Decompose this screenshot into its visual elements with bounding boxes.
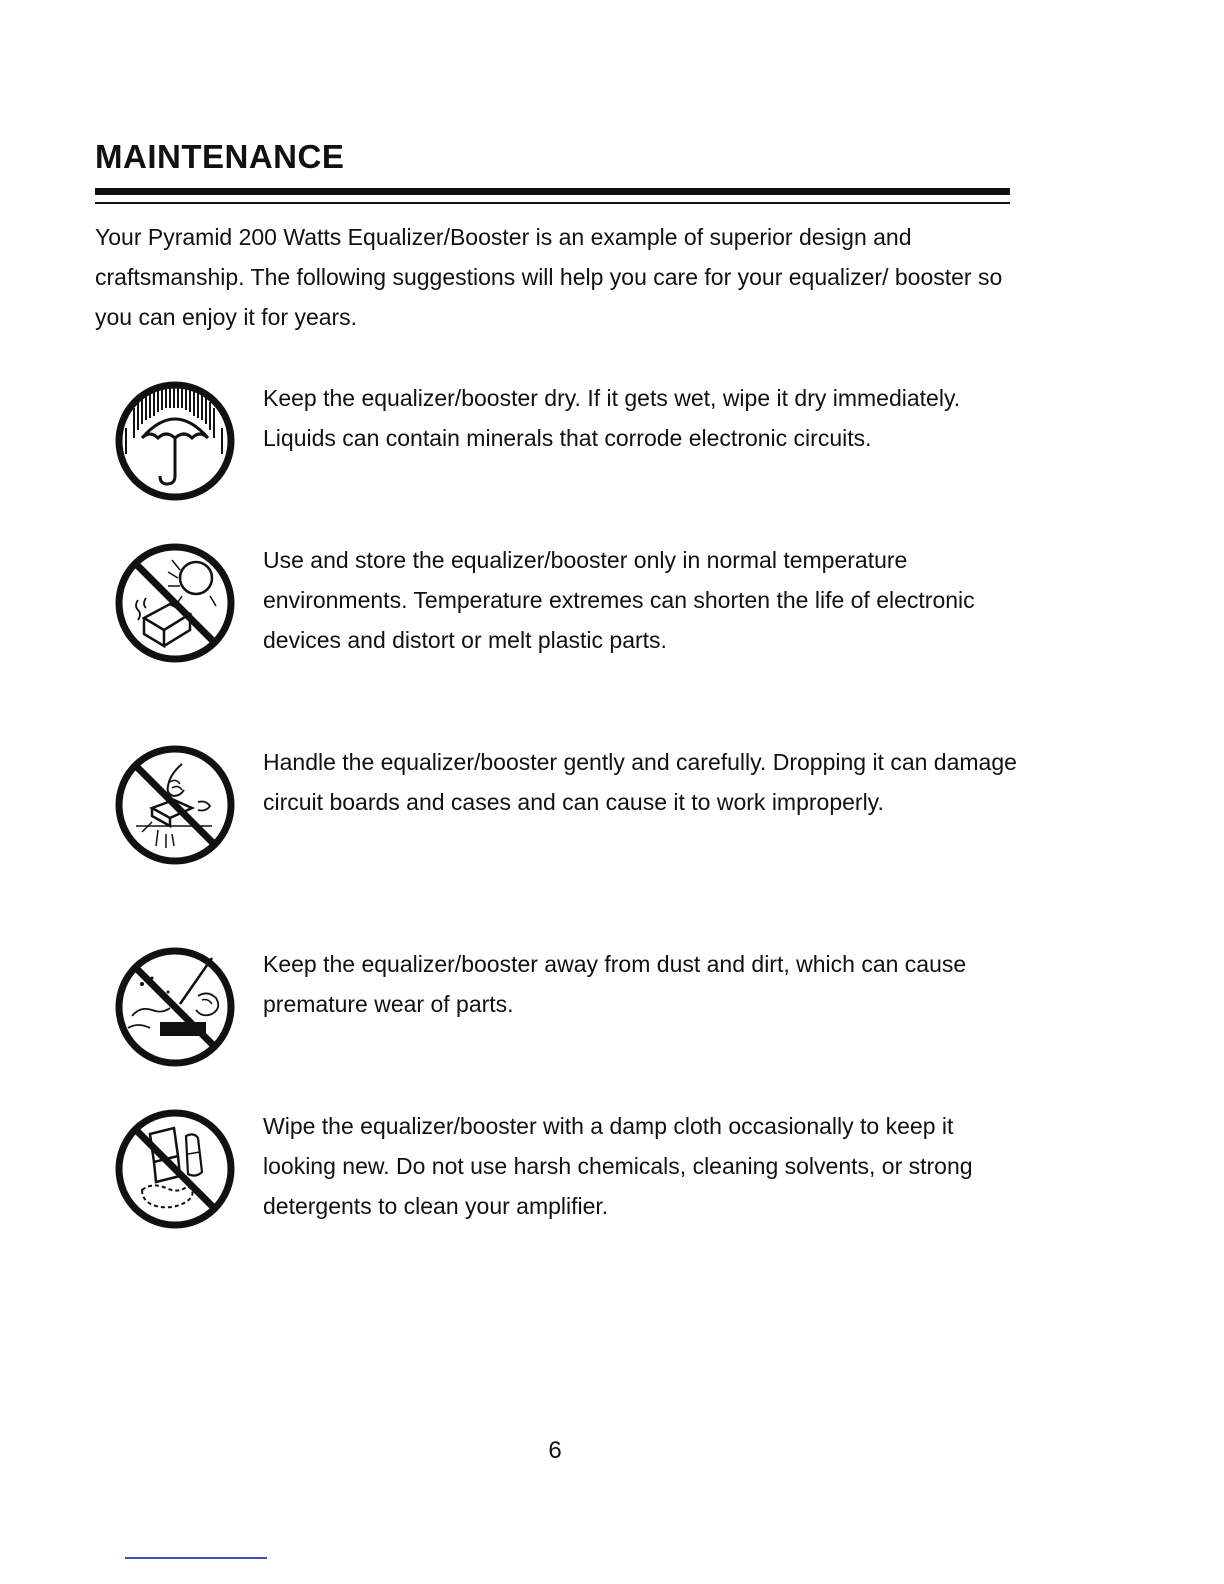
tip-text: Keep the equalizer/booster away from dust and dirt, which can cause premature wear of parts. [263, 951, 967, 1017]
no-chemicals-icon [112, 1106, 238, 1232]
page-number: 6 [548, 1437, 562, 1464]
page-title: MAINTENANCE [95, 138, 345, 175]
umbrella-rain-icon [112, 378, 238, 504]
title-rule-thin [95, 202, 1010, 204]
no-dust-icon [112, 944, 238, 1070]
tip-text: Keep the equalizer/booster dry. If it gets wet, wipe it dry immediately. Liquids can contain minerals that corrode electronic circuits. [263, 385, 961, 451]
tip-text: Wipe the equalizer/booster with a damp cloth occasionally to keep it looking new. Do not use harsh chemicals, cleaning solvents, or strong detergents to clean your amplifier. [263, 1113, 973, 1219]
footer-underline [125, 1557, 267, 1559]
title-rule-thick [95, 188, 1010, 195]
tip-text: Handle the equalizer/booster gently and carefully. Dropping it can damage circuit boards and cases and can cause it to work improperly. [263, 749, 1017, 815]
intro-paragraph: Your Pyramid 200 Watts Equalizer/Booster is an example of superior design and craftsmanship. The following suggestions will help you care for your equalizer/ booster so you can enjoy it for years. [95, 224, 1003, 330]
no-dropping-icon [112, 742, 238, 868]
tip-text: Use and store the equalizer/booster only in normal temperature environments. Temperature extremes can shorten the life of electronic devices and distort or melt plastic parts. [263, 547, 975, 653]
no-heat-icon [112, 540, 238, 666]
